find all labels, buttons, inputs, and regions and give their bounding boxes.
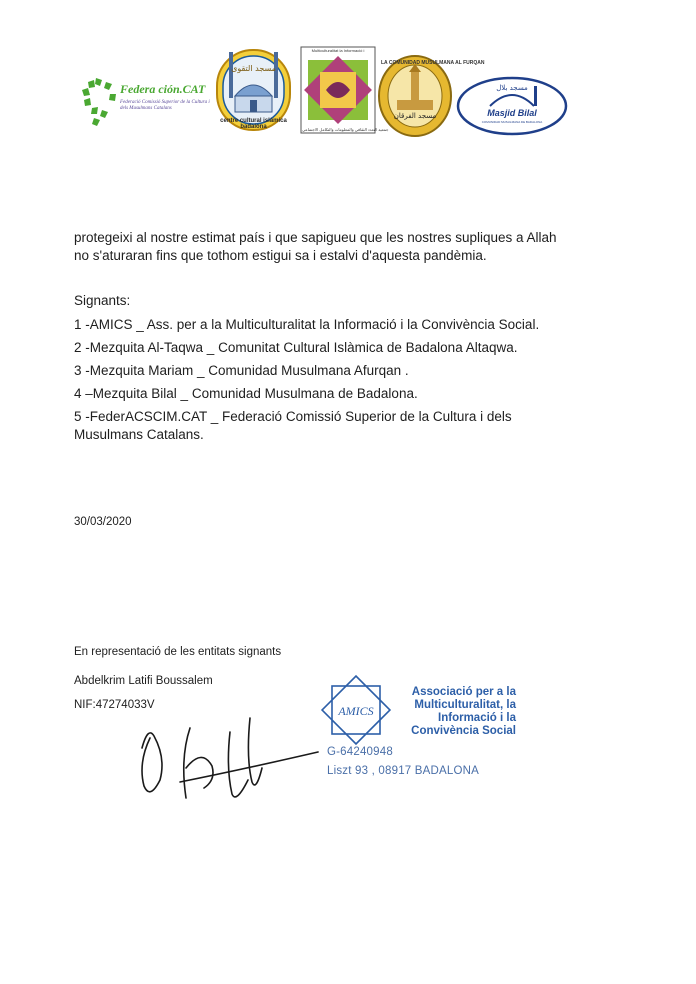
bilal-logo — [456, 76, 568, 136]
altaqwa-logo — [211, 44, 296, 136]
representation-line: En representació de les entitats signants — [74, 646, 282, 658]
furqan-ring-text: LA COMUNIDAD MUSULMANA AL FURQAN — [381, 60, 485, 66]
letter-date: 30/03/2020 — [74, 516, 132, 528]
stamp-address: Liszt 93 , 08917 BADALONA — [327, 765, 480, 777]
handwritten-signature — [120, 708, 320, 808]
amics-star-stamp-icon — [318, 676, 394, 746]
bilal-name: Masjid Bilal — [487, 108, 537, 118]
federacio-subtitle: Federació Comissió Superior de la Cultura i dels Musulmans Catalans — [120, 100, 210, 111]
signer-nif: NIF:47274033V — [74, 699, 155, 711]
leaf-cluster-icon — [80, 76, 120, 130]
bilal-tagline: COMUNIDAD MUSULMANA DE BADALONA — [481, 120, 543, 124]
intro-paragraph: protegeixi al nostre estimat país i que sapigueu que les nostres supliques a Allah no s'aturaran fins que tothom estigui sa i estalvi d'aquesta pandèmia. — [74, 230, 557, 263]
signatory-item: 3 -Mezquita Mariam _ Comunidad Musulmana Afurqan . — [74, 363, 409, 378]
signatory-item: 1 -AMICS _ Ass. per a la Multiculturalitat la Informació i la Convivència Social. — [74, 317, 540, 332]
signer-name: Abdelkrim Latifi Boussalem — [74, 675, 213, 687]
signatories-list — [74, 316, 574, 449]
altaqwa-ring-text: centre cultural islàmica badalona — [220, 118, 287, 130]
stamp-association: Associació per a la Multiculturalitat, la Informació i la Convivència Social — [411, 686, 516, 737]
furqan-logo — [377, 54, 485, 138]
stamp-logo-text: AMICS — [338, 704, 374, 718]
signants-heading: Signants: — [74, 293, 131, 308]
stamp-cif: G-64240948 — [327, 746, 393, 758]
minaret-badge-icon — [377, 54, 485, 138]
mariam-top-text: Multiculturalitat la Informació i — [311, 48, 365, 53]
furqan-arabic: مسجد الفرقان — [393, 112, 437, 120]
altaqwa-arabic: مسجد التقوى — [231, 64, 276, 73]
signatory-item: 5 -FederACSCIM.CAT _ Federació Comissió Superior de la Cultura i dels Musulmans Catalans. — [74, 409, 512, 442]
mariam-logo — [300, 46, 389, 134]
bilal-arabic: مسجد بلال — [496, 84, 528, 92]
federacio-logo — [80, 76, 210, 130]
federacio-name: Federa ción.CAT — [120, 82, 206, 96]
signatory-item: 4 –Mezquita Bilal _ Comunidad Musulmana de Badalona. — [74, 386, 418, 401]
signatory-item: 2 -Mezquita Al-Taqwa _ Comunitat Cultural Islàmica de Badalona Altaqwa. — [74, 340, 518, 355]
star-emblem-icon — [300, 46, 389, 134]
mariam-bottom-text: جمعية التعدد الثقافي والمعلومات والتكامل الاجتماعي — [302, 127, 389, 132]
